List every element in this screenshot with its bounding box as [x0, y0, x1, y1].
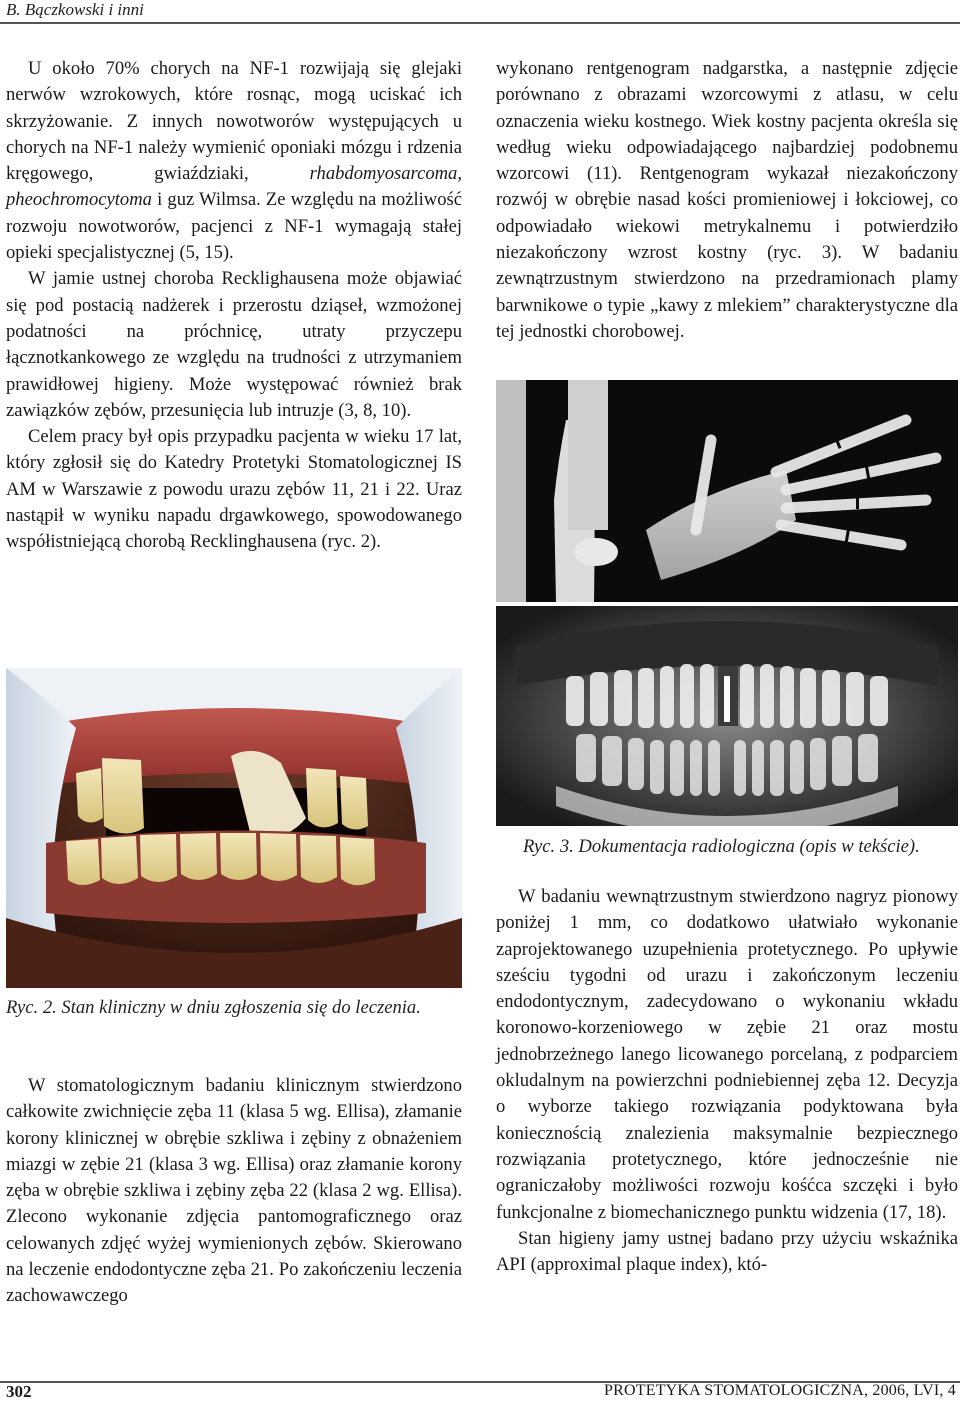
figure-2-caption: Ryc. 2. Stan kliniczny w dniu zgłoszenia się do leczenia.	[6, 997, 421, 1018]
right-column-top	[496, 56, 958, 345]
right-column-bottom	[496, 884, 958, 1278]
paragraph-clinical-exam: W stomatologicznym badaniu klinicznym stwierdzono całkowite zwichnięcie zęba 11 (klasa 5 wg. Ellisa), złamanie korony klinicznej w obrębie szkliwa i zębiny z obnażeniem miazgi w zębie 21 (klasa 3 wg. Ellisa) oraz złamanie korony zęba w obrębie szkliwa i zębiny zęba 22 (klasa 2 wg. Ellisa). Zlecono wykonanie zdjęcia pantomograficznego oraz celowanych zdjęć wyżej wymienionych zębów. Skierowano na leczenie endodontyczne zęba 21. Po zakończeniu leczenia zachowawczego	[6, 1075, 462, 1307]
page-number: 302	[6, 1382, 32, 1401]
left-column-top	[6, 56, 462, 556]
hand-xray-illustration	[496, 380, 958, 602]
panoramic-xray-image	[496, 606, 958, 826]
figure-3-caption: Ryc. 3. Dokumentacja radiologiczna (opis w tekście).	[523, 836, 920, 857]
paragraph-nf1-tumors	[6, 56, 462, 266]
paragraph-bone-age: wykonano rentgenogram nadgarstka, a następnie zdjęcie porównano z obrazami wzorcowymi z atlasu, w celu oznaczenia wieku kostnego. Wiek kostny pacjenta określa się według wieku odpowiadającego najbardziej podobnemu wzorcowi (11). Rentgenogram wykazał niezakończony rozwój w obrębie nasad kości promieniowej i łokciowej, co odpowiadało wiekowi metrykalnemu i potwierdziło niezakończony wzrost kostny (ryc. 3). W badaniu zewnątrzustnym stwierdzono na przedramionach plamy barwnikowe o typie „kawy z mlekiem” charakterystyczne dla tej jednostki chorobowej.	[496, 58, 958, 342]
paragraph-oral-symptoms: W jamie ustnej choroba Recklighausena może objawiać się pod postacią nadżerek i przerostu dziąseł, wzmożonej podatności na próchnicę, utraty przyczepu łącznotkankowego ze względu na trudności z utrzymaniem prawidłowej higieny. Może występować również brak zawiązków zębów, przesunięcia lub intruzje (3, 8, 10).	[6, 268, 462, 421]
journal-name: PROTETYKA STOMATOLOGICZNA, 2006, LVI, 4	[604, 1382, 956, 1399]
left-column-bottom	[6, 1073, 462, 1310]
paragraph-hygiene: Stan higieny jamy ustnej badano przy użyciu wskaźnika API (approximal plaque index), któ-	[496, 1227, 958, 1276]
clinical-teeth-illustration	[6, 668, 462, 988]
running-head: B. Bączkowski i inni	[6, 0, 144, 19]
paragraph-text: U około 70% chorych na NF-1 rozwijają się glejaki nerwów wzrokowych, które rosnąc, mogą uciskać ich skrzyżowanie. Z innych nowotworów występujących u chorych na NF-1 należy wymienić oponiaki mózgu i rdzenia kręgowego, gwiaździaki,	[6, 58, 462, 185]
italic-tumor-names: rhabdomyosarcoma, pheochromocytoma	[6, 163, 462, 211]
panoramic-xray-illustration	[496, 606, 958, 826]
header-rule	[0, 22, 960, 24]
clinical-teeth-photo	[6, 668, 462, 988]
paragraph-treatment-plan: W badaniu wewnątrzustnym stwierdzono nagryz pionowy poniżej 1 mm, co dodatkowo ułatwiało wykonanie zaprojektowanego uzupełnienia protetycznego. Po upływie sześciu tygodni od urazu i zakończonym leczeniu endodontycznym, zadecydowano o wykonaniu wkładu koronowo-korzeniowego w zębie 21 oraz mostu jednobrzeżnego lanego licowanego porcelaną, z podparciem okludalnym na powierzchni podniebiennej zęba 12. Decyzja o wyborze takiego rozwiązania podyktowana była koniecznością znalezienia maksymalnie bezpiecznego rozwiązania protetycznego, które jednocześnie nie ograniczałoby możliwości rozwoju kośćca szczęki i było funkcjonalne z biomechanicznego punktu widzenia (17, 18).	[496, 886, 958, 1223]
paragraph-case-aim: Celem pracy był opis przypadku pacjenta w wieku 17 lat, który zgłosił się do Katedry Protetyki Stomatologicznej IS AM w Warszawie z powodu urazu zębów 11, 21 i 22. Uraz nastąpił w wyniku napadu drgawkowego, spowodowanego współistniejącą chorobą Recklinghausena (ryc. 2).	[6, 426, 462, 553]
hand-xray-image	[496, 380, 958, 602]
paragraph-text: i guz Wilmsa. Ze względu na możliwość rozwoju nowotworów, pacjenci z NF-1 wymagają stałej opieki specjalistycznej (5, 15).	[6, 189, 462, 264]
